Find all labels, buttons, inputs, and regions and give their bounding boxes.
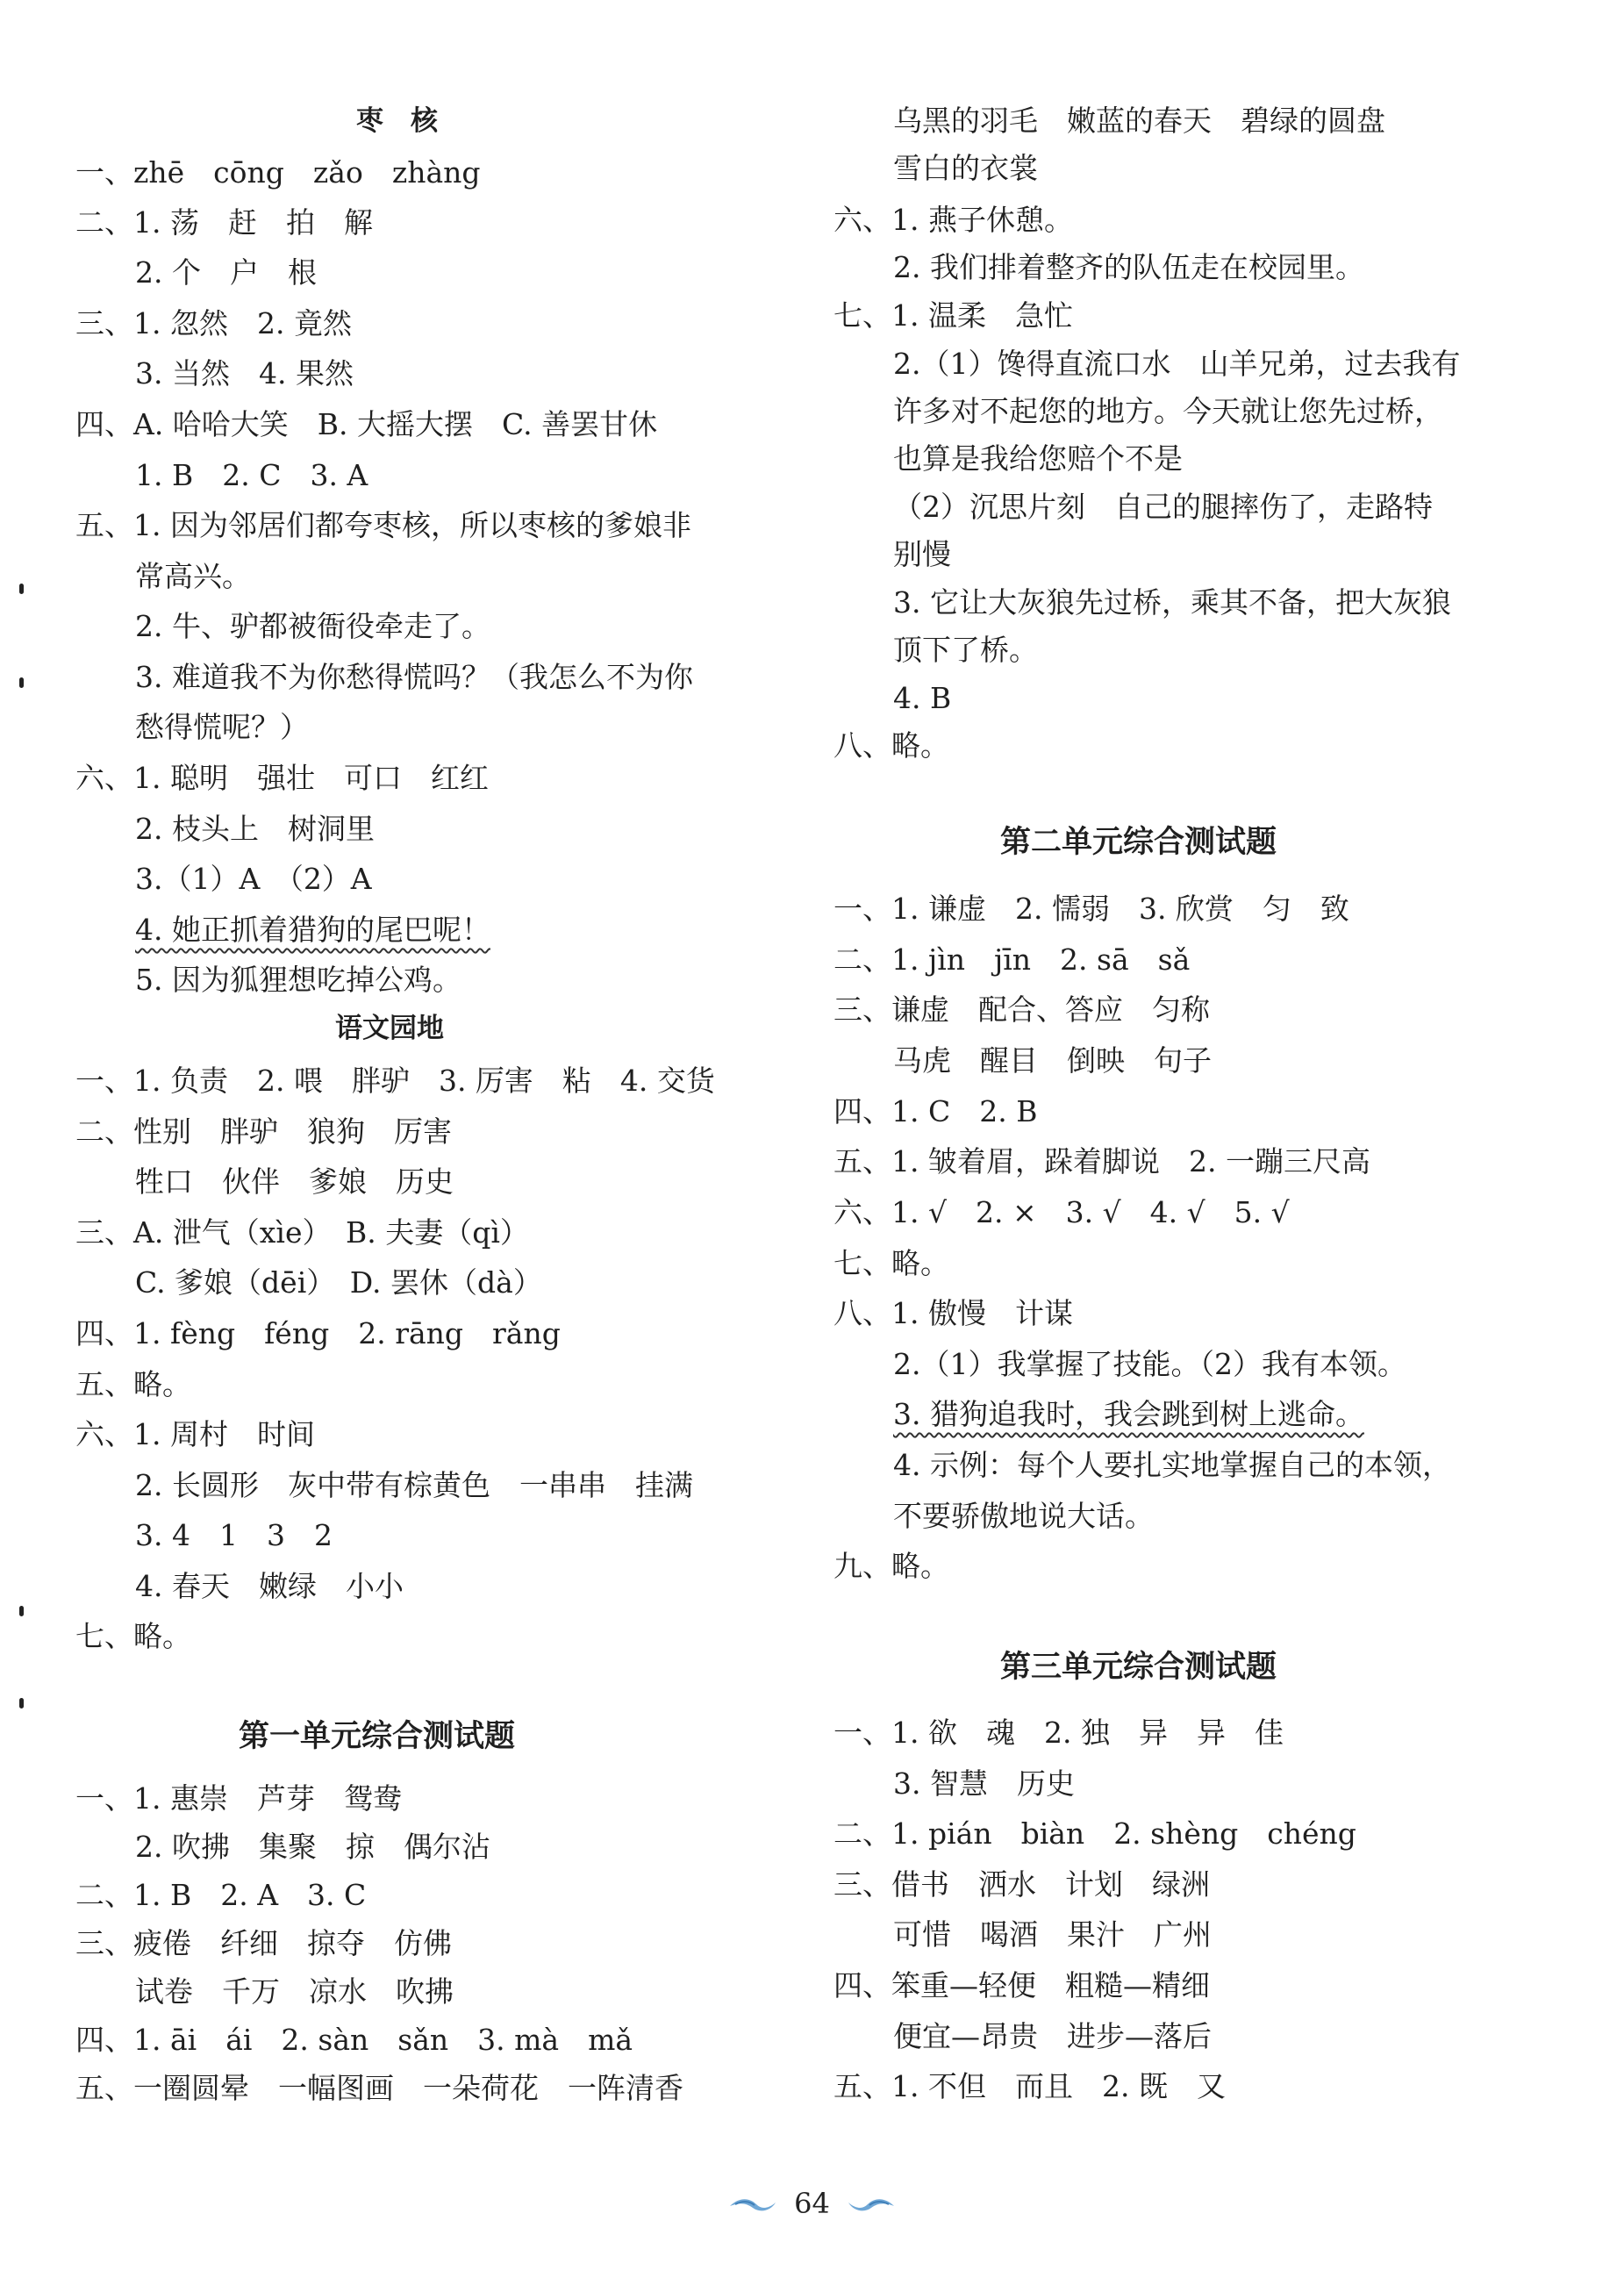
answer-line: 六、1. 聪明 强壮 可口 红红: [75, 761, 489, 795]
answer-line: 牲口 伙伴 爹娘 历史: [135, 1164, 454, 1199]
answer-line: 2. 枝头上 树洞里: [135, 812, 375, 846]
answer-line: 七、略。: [833, 1246, 949, 1280]
answer-line: 八、略。: [833, 728, 949, 763]
answer-line: 五、1. 不但 而且 2. 既 又: [833, 2069, 1226, 2103]
answer-line: 3. 4 1 3 2: [135, 1518, 333, 1552]
wavy-underlined-answer: 4. 她正抓着猎狗的尾巴呢！: [135, 913, 490, 947]
answer-line: 愁得慌呢？）: [135, 710, 309, 744]
answer-line: 一、1. 欲 魂 2. 独 异 异 佳: [833, 1716, 1284, 1750]
answer-line: 不要骄傲地说大话。: [893, 1499, 1154, 1533]
answer-line: 五、1. 因为邻居们都夸枣核，所以枣核的爹娘非: [75, 508, 691, 542]
answer-line: 2. 吹拂 集聚 掠 偶尔沾: [135, 1830, 490, 1864]
answer-line: 三、疲倦 纤细 掠夺 仿佛: [75, 1926, 452, 1960]
answer-line: 二、1. 荡 赶 拍 解: [75, 205, 373, 240]
answer-line: 试卷 千万 凉水 吹拂: [135, 1974, 454, 2009]
answer-line: （2）沉思片刻 自己的腿摔伤了，走路特: [893, 490, 1433, 524]
scan-mark: [19, 584, 24, 594]
answer-line: 三、1. 忽然 2. 竟然: [75, 306, 352, 340]
answer-line: 一、1. 谦虚 2. 懦弱 3. 欣赏 匀 致: [833, 892, 1349, 926]
answer-line: 2.（1）我掌握了技能。（2）我有本领。: [893, 1347, 1406, 1381]
section-title-unit2: 第二单元综合测试题: [1000, 825, 1277, 860]
answer-line: 一、1. 惠崇 芦芽 鸳鸯: [75, 1781, 402, 1816]
answer-line: 四、1. fèng féng 2. rāng rǎng: [75, 1316, 561, 1350]
section-title-yuwenyuandi: 语文园地: [335, 1013, 444, 1044]
answer-line: 3.（1）A （2）A: [135, 862, 372, 896]
scan-mark: [19, 677, 24, 688]
answer-line: 三、谦虚 配合、答应 匀称: [833, 992, 1210, 1027]
answer-line: 雪白的衣裳: [893, 151, 1038, 185]
answer-line: 3. 它让大灰狼先过桥，乘其不备，把大灰狼: [893, 585, 1451, 620]
answer-line: 可惜 喝酒 果汁 广州: [893, 1917, 1212, 1952]
scan-mark: [19, 1606, 24, 1616]
answer-line: 5. 因为狐狸想吃掉公鸡。: [135, 963, 461, 997]
answer-line: 常高兴。: [135, 559, 251, 593]
answer-line: 六、1. √ 2. × 3. √ 4. √ 5. √: [833, 1195, 1290, 1229]
answer-line: 九、略。: [833, 1549, 949, 1583]
answer-line: 四、笨重—轻便 粗糙—精细: [833, 1968, 1210, 2002]
answer-line: 3. 难道我不为你愁得慌吗？（我怎么不为你: [135, 660, 693, 694]
wavy-underlined-answer: 3. 猎狗追我时，我会跳到树上逃命。: [893, 1397, 1364, 1431]
answer-line: 五、1. 皱着眉，跺着脚说 2. 一蹦三尺高: [833, 1144, 1370, 1178]
answer-line: 四、A. 哈哈大笑 B. 大摇大摆 C. 善罢甘休: [75, 407, 658, 441]
right-wave-ornament-icon: [847, 2194, 896, 2213]
answer-line: [893, 1397, 1364, 1432]
answer-line: 2. 我们排着整齐的队伍走在校园里。: [893, 250, 1364, 284]
answer-line: 一、1. 负责 2. 喂 胖驴 3. 厉害 粘 4. 交货: [75, 1064, 715, 1098]
answer-line: 3. 当然 4. 果然: [135, 356, 354, 390]
answer-line: 3. 智慧 历史: [893, 1766, 1075, 1801]
answer-line: 七、1. 温柔 急忙: [833, 298, 1073, 333]
answer-line: 2. 长圆形 灰中带有棕黄色 一串串 挂满: [135, 1468, 693, 1502]
scan-mark: [19, 1698, 24, 1708]
answer-line: 许多对不起您的地方。今天就让您先过桥，: [893, 394, 1443, 428]
section-title-unit3: 第三单元综合测试题: [1000, 1650, 1277, 1685]
answer-line: 4. 示例：每个人要扎实地掌握自己的本领，: [893, 1448, 1451, 1482]
answer-line: 马虎 醒目 倒映 句子: [893, 1043, 1212, 1078]
answer-line: 二、1. B 2. A 3. C: [75, 1878, 367, 1912]
answer-line: 2. 牛、驴都被衙役牵走了。: [135, 609, 490, 643]
answer-line: 别慢: [893, 537, 951, 571]
answer-line: 三、A. 泄气（xìe） B. 夫妻（qì）: [75, 1215, 529, 1250]
answer-line: 乌黑的羽毛 嫩蓝的春天 碧绿的圆盘: [893, 104, 1385, 138]
answer-line: 八、1. 傲慢 计谋: [833, 1296, 1073, 1330]
answer-line: 顶下了桥。: [893, 633, 1038, 667]
answer-line: 2. 个 户 根: [135, 255, 317, 290]
answer-line: 1. B 2. C 3. A: [135, 458, 368, 492]
answer-line: 六、1. 燕子休憩。: [833, 203, 1073, 237]
answer-line: 2.（1）馋得直流口水 山羊兄弟，过去我有: [893, 347, 1461, 381]
answer-line: 二、性别 胖驴 狼狗 厉害: [75, 1114, 452, 1149]
answer-line: 四、1. āi ái 2. sàn sǎn 3. mà mǎ: [75, 2023, 633, 2057]
answer-line: 二、1. jìn jīn 2. sā sǎ: [833, 942, 1191, 977]
answer-line: 四、1. C 2. B: [833, 1094, 1038, 1128]
answer-line: 二、1. pián biàn 2. shèng chéng: [833, 1816, 1356, 1851]
answer-line: 便宜—昂贵 进步—落后: [893, 2019, 1212, 2053]
left-wave-ornament-icon: [728, 2194, 777, 2213]
answer-line: 一、zhē cōng zǎo zhàng: [75, 155, 481, 190]
section-title-unit1: 第一单元综合测试题: [239, 1719, 516, 1754]
answer-line: 五、一圈圆晕 一幅图画 一朵荷花 一阵清香: [75, 2071, 683, 2105]
section-title-zaohe: 枣 核: [356, 105, 438, 137]
answer-line: 4. 春天 嫩绿 小小: [135, 1569, 404, 1603]
answer-line: 七、略。: [75, 1619, 191, 1653]
answer-line: 五、略。: [75, 1367, 191, 1401]
page-number: 64: [794, 2187, 830, 2220]
answer-line: [135, 913, 490, 948]
page-footer: [0, 2187, 1624, 2220]
answer-line: 六、1. 周村 时间: [75, 1417, 315, 1451]
answer-line: 也算是我给您赔个不是: [893, 441, 1183, 476]
answer-line: C. 爹娘（dēi） D. 罢休（dà）: [135, 1265, 542, 1300]
answer-line: 三、借书 洒水 计划 绿洲: [833, 1867, 1210, 1902]
answer-line: 4. B: [893, 681, 952, 715]
